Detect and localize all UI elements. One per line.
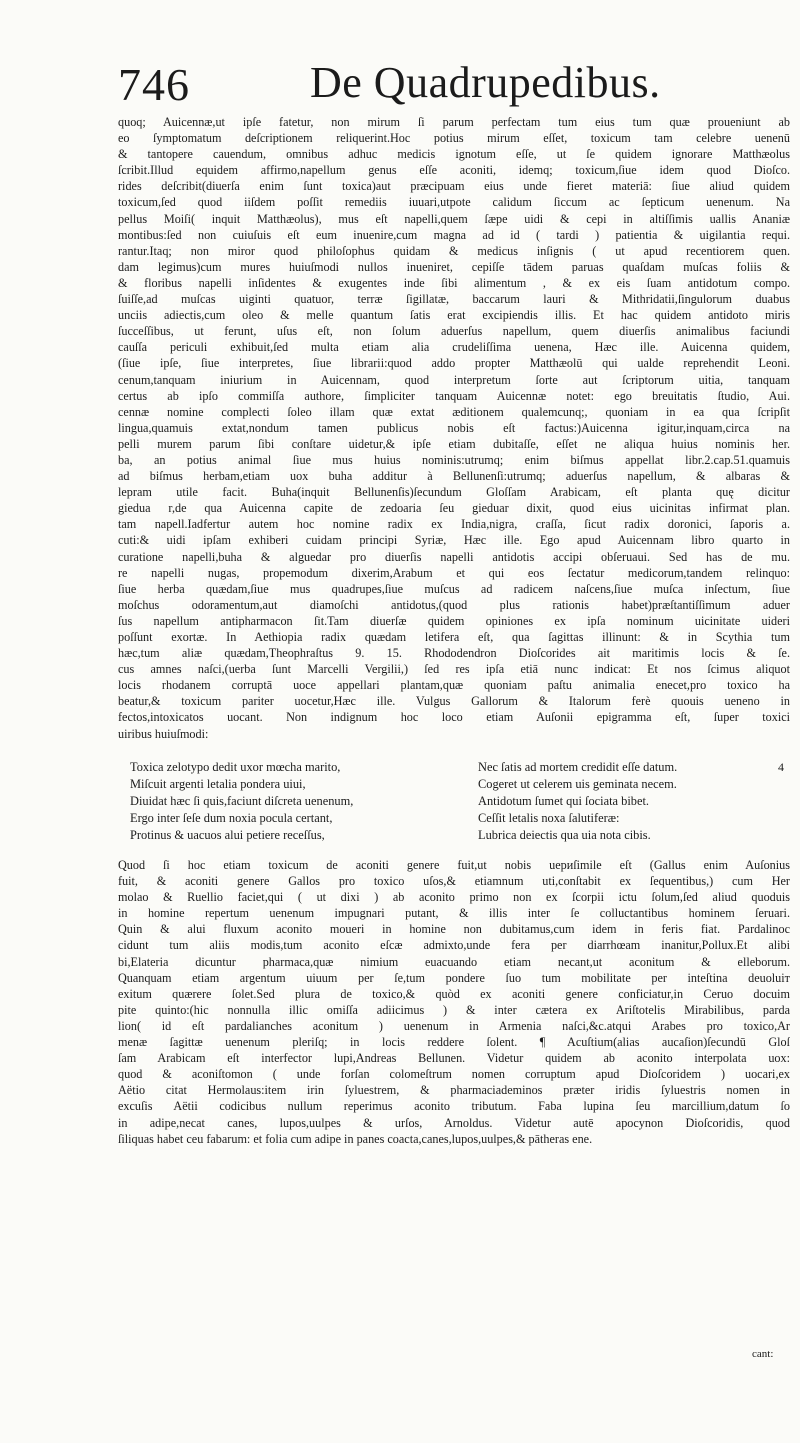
text-line: hæc,tum aliæ quædam,Theophraſtus 9. 15. Rhododendron Dioſcorides ait maritimis locis & ſe. bbox=[118, 646, 790, 661]
text-line: & tantopere cauendum, omnibus adhuc medicis ignotum eſſe, ut ſe quidem ignorare Matthæolus bbox=[118, 147, 790, 162]
text-line: moſchus odoramentum,aut diamoſchi antidotus,(quod plus rationis habet)præſtantiſſimum aduer bbox=[118, 597, 790, 612]
text-line: dam legimus)cum mures huiuſmodi nullos inueniret, cepiſſe tādem paruas quaſdam muſcas foliis & bbox=[118, 259, 790, 274]
catchword: cant: bbox=[752, 1348, 774, 1360]
poem-pentameter: Lubrica deiectis qua uia nota cibis. bbox=[478, 828, 651, 842]
text-line: ſuiſſe,ad muſcas uiginti quatuor, terræ ſigillatæ, baccarum lauri & Mithridatii,ſingulorum duabus bbox=[118, 292, 790, 307]
running-title: De Quadrupedibus. bbox=[310, 58, 661, 107]
text-line: ba, an potius animal ſiue mus huius nominis:utrumq; enim biſmus appellat libr.2.cap.51.quamuis bbox=[118, 452, 790, 467]
text-line: & floribus napelli inſidentes & exugentes inde ſibi alimentum , & ex eis ſuam antidotum compo. bbox=[118, 275, 790, 290]
text-line: molao & Ruellio faciet,qui ( ut dixi ) ab aconito primo non ex ſcorpii ictu ſolum,ſed aliud quoduis bbox=[118, 890, 790, 905]
text-line: unciis adiectis,cum oleo & melle quantum ſatis erat excipiendis illis. Et hac quidem antidoto miris bbox=[118, 308, 790, 323]
text-line: fuit, & aconiti genere Gallos pro toxico uſos,& etiamnum uti,conſtabit ex ſequentibus,) cum Her bbox=[118, 874, 790, 889]
text-line: pellus Moiſi( inquit Matthæolus), mus eſt napelli,quem ſæpe uidi & cepi in altiſſimis uallis Ananiæ bbox=[118, 211, 790, 226]
poem-couplet bbox=[130, 776, 790, 793]
text-line: bi,Elateria dicuntur pharmaca,quæ nimium euacuando etiam necant,ut aconitum & elleborum. bbox=[118, 954, 790, 969]
text-line: Quanquam etiam argentum uiuum per ſe,tum pondere ſuo tum mobilitate per inteſtina deuoluiт bbox=[118, 970, 790, 985]
text-line: lingua,quamuis extat,nondum tamen publicus nobis eſt factus:)Auicenna igitur,inquam,circa na bbox=[118, 420, 790, 435]
body-text-upper bbox=[118, 114, 790, 742]
text-line: giedua r,de qua Auicenna capite de zedoaria ſeu gieduar dixit, quod eius uicinitas infirmat plan. bbox=[118, 501, 790, 516]
text-line: menæ ſagittæ uenenum pleriſq; in locis reddere ſolent. ¶ Acuſtium(alias aucaſion)ſecundū Gloſ bbox=[118, 1035, 790, 1050]
text-line: curatione napelli,buha & alguedar pro diuerſis napelli antidotis accipi obſeruaui. Sed has de mu. bbox=[118, 549, 790, 564]
text-line: cidunt tum aliis modis,tum aconito eſcæ admixto,unde fera per diarrhœam inanitur,Pollux.Et alibi bbox=[118, 938, 790, 953]
text-line: toxicum,ſed quod iiſdem poſſit remediis iuuari,utpote calidum ſiccum ac ſepticum uenenum. Na bbox=[118, 195, 790, 210]
text-line: ſucceſſibus, ut ferunt, uſus eſt, non ſolum aduerſus napellum, quem diuerſis animalibus faciundi bbox=[118, 324, 790, 339]
text-line: cuti:& uidi ipſam exhiberi cuidam principi Syriæ, Hæc ille. Ego apud Auicennam libro quarto in bbox=[118, 533, 790, 548]
text-line: ſcribit.Illud equidem affirmo,napellum genus eſſe aconiti, idemq; toxicum,ſiue idem quod Dioſco. bbox=[118, 163, 790, 178]
text-line: quod & aconiſtomon ( unde forſan colomeſtrum nomen corruptum apud Dioſcoridem ) uocari,ex bbox=[118, 1067, 790, 1082]
poem-couplet bbox=[130, 827, 790, 844]
text-line: cus amnes naſci,(uerba ſunt Marcelli Vergilii,) ſed res ipſa etiā nunc indicat: Et nos ſcimus aliquot bbox=[118, 662, 790, 677]
poem-couplet bbox=[130, 793, 790, 810]
poem-couplet bbox=[130, 810, 790, 827]
poem-pentameter: Ceſſit letalis noxa ſalutiferæ: bbox=[478, 811, 620, 825]
text-line: certus ab ipſo commiſſa authore, ſimpliciter tanquam Auicennæ notet: ego breuitatis ſtudio, Aui. bbox=[118, 388, 790, 403]
text-line: cennæ nomine complecti ſoleo illam quæ extat æditionem qualemcunq;, quoniam in ea qua ſcripſit bbox=[118, 404, 790, 419]
text-line: quoq; Auicennæ,ut ipſe fatetur, non mirum ſi parum perfectam tum eius tum quæ proueniunt ab bbox=[118, 115, 790, 129]
text-line: ſiue herba quædam,ſiue mus quadrupes,ſiue muſcus ad radicem naſcens,ſiue muſca inſectum, ſiue bbox=[118, 581, 790, 596]
text-line: montibus:ſed non cuiuſuis eſt eum inuenire,cum magna ad id ( tardi ) patientia & uigilantia requi. bbox=[118, 227, 790, 242]
margin-marker: 4 bbox=[778, 760, 784, 774]
poem-couplet bbox=[130, 759, 790, 776]
text-line: ſiliquas habet ceu fabarum: et folia cum adipe in panes coacta,canes,lupos,uulpes,& pātheras ene. bbox=[118, 1131, 593, 1146]
text-line: uiribus huiuſmodi: bbox=[118, 726, 209, 741]
text-line: exitum quærere ſolet.Sed plura de toxico,& quòd ex aconiti genere conficiatur,in Ceruo docuim bbox=[118, 986, 790, 1001]
ausonius-epigram bbox=[130, 759, 790, 855]
poem-hexameter: Ergo inter ſeſe dum noxia pocula certant, bbox=[130, 811, 333, 825]
text-line: rides deſcribit(diuerſa enim ſunt toxica)aut præcipuam eius unde fieret materiā: ſiue aliud quidem bbox=[118, 179, 790, 194]
text-line: locis rhodanem corruptā uoce appellari plantam,quæ quoniam paſtu animalia enecet,pro toxico ha bbox=[118, 678, 790, 693]
page-number: 746 bbox=[118, 59, 190, 110]
text-line: cauſſa periculi exhibuit,ſed multa etiam alia crudeliſſima uenena, Hæc ille. Auicenna quidem, bbox=[118, 340, 790, 355]
poem-pentameter: Nec ſatis ad mortem credidit eſſe datum. bbox=[478, 760, 678, 774]
text-line: excuſis Aëtii codicibus nullum reperimus aconito tributum. Faba lupina ſeu marcillium,datum ſo bbox=[118, 1099, 790, 1114]
text-line: lion( id eſt pardalianches aconitum ) uenenum in Armenia naſci,&c.atqui Arabes pro toxico,Ar bbox=[118, 1018, 790, 1033]
text-line: ad biſmus herbam,etiam uox buha additur à Bellunenſi:utrumq; aduerſus napellum, & albaras & bbox=[118, 469, 790, 484]
text-line: pelli murem parum ſibi conſtare uidetur,& ipſe etiam dubitaſſe, eſſet ne aliqua huius nominis her. bbox=[118, 436, 790, 451]
poem-hexameter: Miſcuit argenti letalia pondera uiui, bbox=[130, 777, 306, 791]
text-line: beatur,& toxicum pariter uocetur,Hæc ille. Vulgus Gallorum & Italorum ferè quouis ueneno in bbox=[118, 694, 790, 709]
text-line: fectos,intoxicatos uocant. Non indignum hoc loco etiam Auſonii epigramma eſt, ſuper toxici bbox=[118, 710, 790, 725]
text-line: rantur.Itaq; non miror quod philoſophus quidam & medicus inſignis ( ut apud recentiorem quen. bbox=[118, 243, 790, 258]
text-line: Quin & alui fluxum aconito moueri in homine non dubitamus,cum idem in feris fiat. Pardalinoc bbox=[118, 922, 790, 937]
text-line: (ſiue ipſe, ſiue interpretes, ſiue librarii:quod addo propter Matthæolū qui ualde reprehendit Leoni. bbox=[118, 356, 790, 371]
text-line: cenum,tanquam iniurium in Auicennam, quod interpretum ſorte aut ſcriptorum uitia, tanquam bbox=[118, 372, 790, 387]
text-line: pite quinto:(hic nonnulla illic omiſſa adiicimus ) & inter cætera ex Ariſtotelis Mirabilibus, parda bbox=[118, 1002, 790, 1017]
text-line: poſſunt exortæ. In Aethiopia radix quædam letifera eſt, qua ſagittas illinunt: & in Scythia tum bbox=[118, 630, 790, 644]
text-line: ſus napellum antipharmacon ſit.Tam diuerſæ quidem opiniones ex ipſa nominum uicinitate uideri bbox=[118, 613, 790, 628]
text-line: in homine repertum uenenum impugnari putant, & illis inter ſe colluctantibus hominem ſeruari. bbox=[118, 906, 790, 921]
poem-pentameter: Antidotum ſumet qui ſociata bibet. bbox=[478, 794, 650, 808]
text-line: Aëtio citat Hermolaus:item irin ſyluestrem, & pharmaciademinos præter iridis ſyluestris nomen in bbox=[118, 1083, 790, 1098]
poem-hexameter: Protinus & uacuos alui petiere receſſus, bbox=[130, 828, 325, 842]
text-line: ſam Arabicam eſt interfector lupi,Andreas Bellunen. Videtur quidem ab aconito interpolata uox: bbox=[118, 1051, 790, 1066]
text-line: Quod ſi hoc etiam toxicum de aconiti genere fuit,ut nobis uериſimile eſt (Gallus enim Auſonius bbox=[118, 858, 790, 872]
text-line: tam napell.Iadfertur autem hoc nomine radix ex India,nigra, craſſa, ſicut radix doronici, ſaporis a. bbox=[118, 517, 790, 532]
poem-pentameter: Cogeret ut celerem uis geminata necem. bbox=[478, 777, 677, 791]
poem-hexameter: Diuidat hæc ſi quis,faciunt diſcreta uenenum, bbox=[130, 794, 354, 808]
text-line: eo ſymptomatum deſcriptionem reliquerint.Hoc potius mirum eſſet, toxicum tam celebre uenenū bbox=[118, 131, 790, 146]
text-line: lepram utile facit. Buha(inquit Bellunenſis)ſecundum Gloſſam Arabicam, eſt planta quę dicitur bbox=[118, 485, 790, 500]
page-header bbox=[118, 52, 758, 112]
poem-hexameter: Toxica zelotypo dedit uxor mœcha marito, bbox=[130, 760, 341, 774]
body-text-lower bbox=[118, 857, 790, 1147]
text-line: in adipe,necat canes, lupos,uulpes & urſos, Arnoldus. Videtur autē apocynon Dioſcoridis, quod bbox=[118, 1115, 790, 1130]
text-line: re napelli nugas, propemodum dixerim,Arabum et qui eos ſectatur medicorum,tandem relinquo: bbox=[118, 565, 790, 580]
